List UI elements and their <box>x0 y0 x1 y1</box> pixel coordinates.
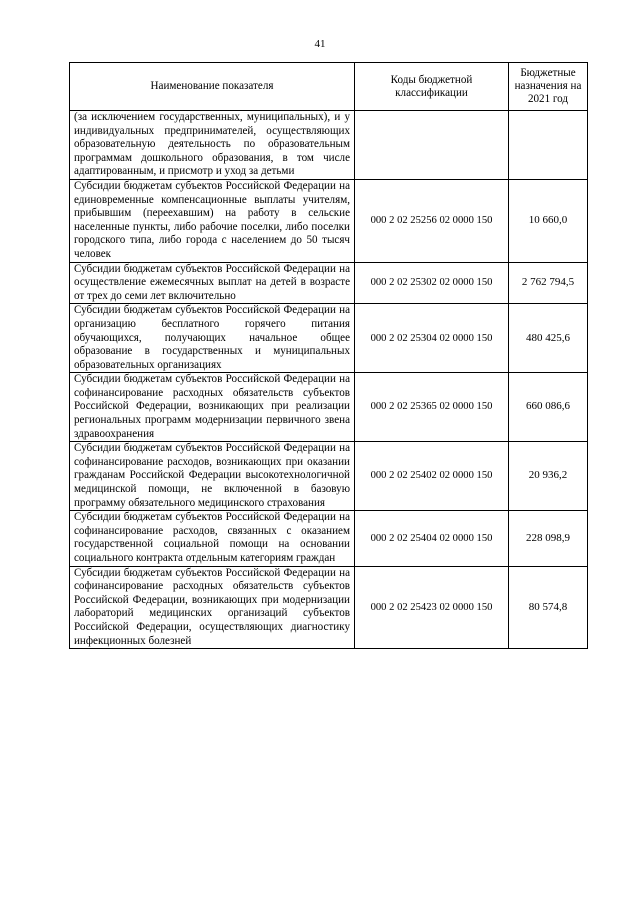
row-amount: 10 660,0 <box>509 179 588 262</box>
row-code: 000 2 02 25404 02 0000 150 <box>355 511 509 566</box>
row-code: 000 2 02 25302 02 0000 150 <box>355 262 509 304</box>
row-name: Субсидии бюджетам субъектов Российской Федерации на софинансирование расходов, связанных с оказанием государственной социальной помощи на основании социального контракта отдельным категориям граждан <box>70 511 355 566</box>
row-amount: 480 425,6 <box>509 304 588 373</box>
column-header-name: Наименование показателя <box>70 63 355 111</box>
table-row <box>70 179 588 262</box>
row-amount: 20 936,2 <box>509 442 588 511</box>
table-header-row <box>70 63 588 111</box>
row-code: 000 2 02 25256 02 0000 150 <box>355 179 509 262</box>
row-code <box>355 111 509 180</box>
page-number: 41 <box>314 38 326 50</box>
row-name: (за исключением государственных, муниципальных), и у индивидуальных предпринимателей, осуществляющих образовательную деятельность по образовательным программам дошкольного образования, в том числе адаптированным, и присмотр и уход за детьми <box>70 111 355 180</box>
row-code: 000 2 02 25365 02 0000 150 <box>355 373 509 442</box>
row-code: 000 2 02 25402 02 0000 150 <box>355 442 509 511</box>
row-name: Субсидии бюджетам субъектов Российской Федерации на единовременные компенсационные выплаты учителям, прибывшим (переехавшим) на работу в сельские населенные пункты, либо рабочие поселки, либо поселки городского типа, либо города с населением до 50 тысяч человек <box>70 179 355 262</box>
row-name: Субсидии бюджетам субъектов Российской Федерации на софинансирование расходных обязательств субъектов Российской Федерации, возникающих при модернизации лабораторий медицинских организаций субъектов Российской Федерации, осуществляющих диагностику инфекционных болезней <box>70 566 355 649</box>
column-header-code: Коды бюджетной классификации <box>355 63 509 111</box>
row-name: Субсидии бюджетам субъектов Российской Федерации на организацию бесплатного горячего питания обучающихся, получающих начальное общее образование в государственных и муниципальных образовательных организациях <box>70 304 355 373</box>
table-row <box>70 262 588 304</box>
table-row <box>70 566 588 649</box>
table-row <box>70 511 588 566</box>
budget-table <box>69 62 588 649</box>
row-name: Субсидии бюджетам субъектов Российской Федерации на осуществление ежемесячных выплат на детей в возрасте от трех до семи лет включительно <box>70 262 355 304</box>
row-code: 000 2 02 25423 02 0000 150 <box>355 566 509 649</box>
column-header-amount: Бюджетные назначения на 2021 год <box>509 63 588 111</box>
row-amount: 80 574,8 <box>509 566 588 649</box>
row-name: Субсидии бюджетам субъектов Российской Федерации на софинансирование расходных обязательств субъектов Российской Федерации, возникающих при реализации региональных программ модернизации первичного звена здравоохранения <box>70 373 355 442</box>
table-row <box>70 111 588 180</box>
row-name: Субсидии бюджетам субъектов Российской Федерации на софинансирование расходов, возникающих при оказании гражданам Российской Федерации высокотехнологичной медицинской помощи, не включенной в базовую программу обязательного медицинского страхования <box>70 442 355 511</box>
row-amount: 228 098,9 <box>509 511 588 566</box>
row-amount: 2 762 794,5 <box>509 262 588 304</box>
table-row <box>70 304 588 373</box>
row-amount <box>509 111 588 180</box>
row-amount: 660 086,6 <box>509 373 588 442</box>
row-code: 000 2 02 25304 02 0000 150 <box>355 304 509 373</box>
table-row <box>70 442 588 511</box>
table-row <box>70 373 588 442</box>
